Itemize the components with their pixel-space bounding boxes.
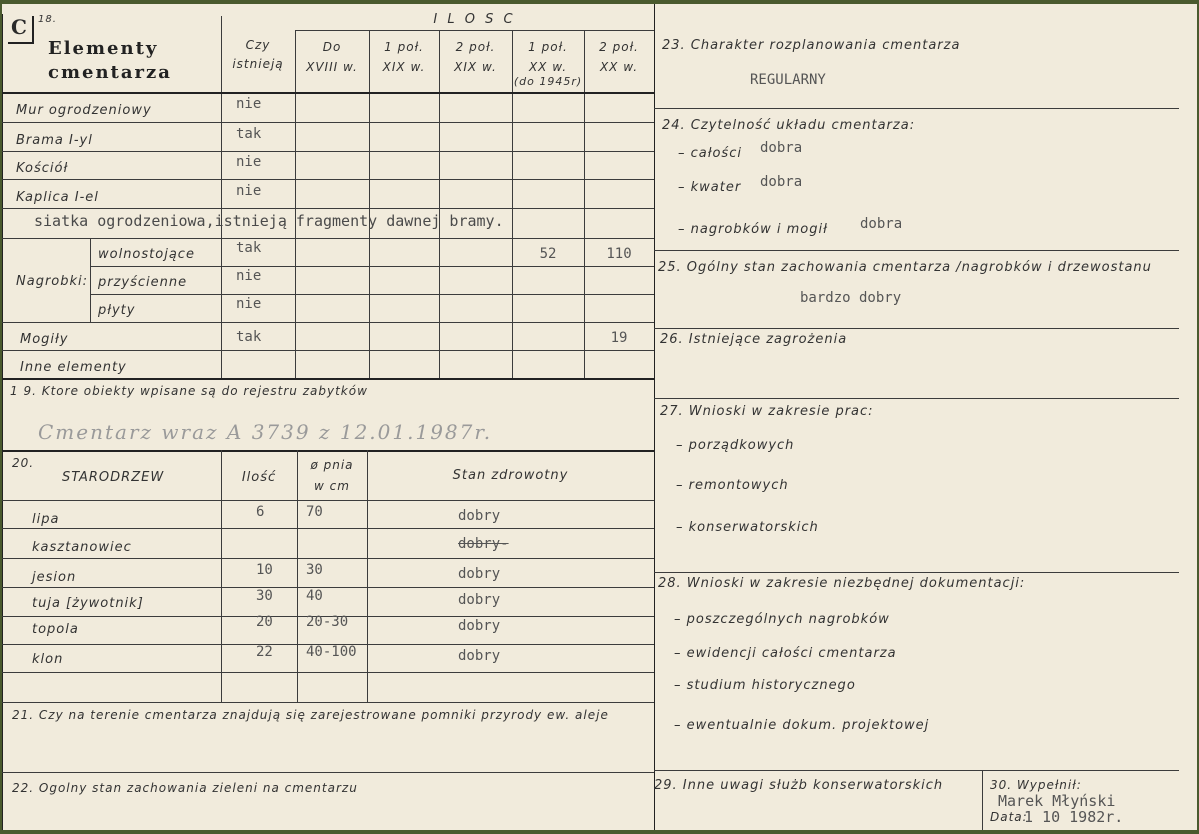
tree-count: 30 bbox=[256, 588, 273, 604]
grid-line bbox=[369, 30, 370, 378]
documentation-item: – studium historycznego bbox=[674, 678, 856, 693]
documentation-item: – poszczególnych nagrobków bbox=[674, 612, 890, 627]
register-handwritten: Cmentarz wraz A 3739 z 12.01.1987r. bbox=[38, 420, 493, 444]
element-label: Mur ogrodzeniowy bbox=[16, 103, 152, 118]
grid-line bbox=[2, 672, 654, 673]
period-header-line2: XX w. bbox=[528, 60, 568, 74]
mogily-label: Mogiły bbox=[20, 332, 69, 347]
nagrobki-type-label: wolnostojące bbox=[98, 247, 195, 262]
tree-diameter: 70 bbox=[306, 504, 323, 520]
corner-letter: C bbox=[11, 15, 27, 39]
grid-line bbox=[2, 450, 654, 452]
tree-diameter: 20-30 bbox=[306, 614, 349, 630]
mogily-exists: tak bbox=[236, 329, 262, 345]
element-exists: nie bbox=[236, 96, 262, 112]
period-header-line1: 2 poł. bbox=[599, 40, 639, 54]
preservation-label: 25. Ogólny stan zachowania cmentarza /nagrobków i drzewostanu bbox=[658, 260, 1152, 275]
tree-health: dobry- bbox=[458, 536, 509, 552]
work-conclusion-item: – konserwatorskich bbox=[676, 520, 819, 535]
tree-diameter: 40-100 bbox=[306, 644, 357, 660]
legibility-item-label: – nagrobków i mogił bbox=[678, 222, 828, 237]
grid-line bbox=[90, 294, 654, 295]
tree-count: 22 bbox=[256, 644, 273, 660]
tree-count: 10 bbox=[256, 562, 273, 578]
tree-name: tuja [żywotnik] bbox=[32, 596, 144, 611]
grid-line bbox=[654, 398, 1179, 399]
tree-health: dobry bbox=[458, 592, 501, 608]
preservation-value: bardzo dobry bbox=[800, 290, 902, 306]
nagrobki-exists: tak bbox=[236, 240, 262, 256]
diameter-header-1: ø pnia bbox=[310, 458, 354, 472]
tree-health: dobry bbox=[458, 566, 501, 582]
grid-line bbox=[2, 122, 654, 123]
inne-label: Inne elementy bbox=[20, 360, 127, 375]
grid-line bbox=[2, 151, 654, 152]
period-header-line2: XVIII w. bbox=[306, 60, 358, 74]
documentation-label: 28. Wnioski w zakresie niezbędnej dokumentacji: bbox=[658, 576, 1026, 591]
tree-diameter: 40 bbox=[306, 588, 323, 604]
grid-line bbox=[654, 250, 1179, 251]
work-conclusion-item: – porządkowych bbox=[676, 438, 795, 453]
period-header-line2: XIX w. bbox=[382, 60, 426, 74]
nagrobki-type-label: przyścienne bbox=[98, 275, 188, 290]
work-conclusions-label: 27. Wnioski w zakresie prac: bbox=[660, 404, 874, 419]
mogily-count: 19 bbox=[610, 330, 628, 346]
grid-line bbox=[367, 450, 368, 702]
period-header-line1: 1 poł. bbox=[528, 40, 568, 54]
tree-name: topola bbox=[32, 622, 79, 637]
element-label: Kaplica I-el bbox=[16, 190, 99, 205]
count-header: Ilość bbox=[241, 470, 277, 485]
date-value: 1 10 1982r. bbox=[1024, 808, 1124, 826]
filled-by-label: 30. Wypełnił: bbox=[990, 778, 1082, 792]
monuments-question: 21. Czy na terenie cmentarza znajdują się zarejestrowane pomniki przyrody ew. aleje bbox=[12, 708, 609, 722]
tree-diameter: 30 bbox=[306, 562, 323, 578]
grid-line bbox=[654, 572, 1179, 573]
grid-line bbox=[2, 772, 654, 773]
other-remarks-label: 29. Inne uwagi służb konserwatorskich bbox=[654, 778, 944, 793]
period-header-line2: XX w. bbox=[599, 60, 639, 74]
period-header-line1: Do bbox=[322, 40, 342, 54]
element-exists: nie bbox=[236, 154, 262, 170]
legibility-label: 24. Czytelność układu cmentarza: bbox=[662, 118, 916, 133]
grid-line bbox=[2, 528, 654, 529]
tree-name: kasztanowiec bbox=[32, 540, 132, 555]
tree-health: dobry bbox=[458, 648, 501, 664]
nagrobki-count-1945: 52 bbox=[539, 246, 557, 262]
grid-line bbox=[439, 30, 440, 378]
layout-character-label: 23. Charakter rozplanowania cmentarza bbox=[662, 38, 961, 53]
layout-character-value: REGULARNY bbox=[750, 72, 826, 88]
left-border bbox=[2, 14, 3, 830]
nagrobki-exists: nie bbox=[236, 296, 262, 312]
corner-box bbox=[8, 16, 34, 44]
starodrzew-number: 20. bbox=[12, 456, 35, 470]
center-divider bbox=[654, 4, 655, 830]
nagrobki-type-label: płyty bbox=[98, 303, 136, 318]
quantity-header: I L O S C bbox=[433, 12, 516, 27]
inventory-card bbox=[2, 4, 1197, 830]
grid-line bbox=[982, 770, 983, 830]
element-exists: tak bbox=[236, 126, 262, 142]
element-exists: nie bbox=[236, 183, 262, 199]
legibility-item-value: dobra bbox=[760, 140, 803, 156]
legibility-item-value: dobra bbox=[860, 216, 903, 232]
threats-label: 26. Istniejące zagrożenia bbox=[660, 332, 848, 347]
starodrzew-header: STARODRZEW bbox=[62, 470, 165, 485]
grid-line bbox=[2, 500, 654, 501]
period-header-line1: 1 poł. bbox=[384, 40, 424, 54]
legibility-item-value: dobra bbox=[760, 174, 803, 190]
section-title-line2: cmentarza bbox=[48, 62, 172, 83]
legibility-item-label: – kwater bbox=[678, 180, 742, 195]
grid-line bbox=[2, 238, 654, 239]
grid-line bbox=[2, 702, 654, 703]
tree-health: dobry bbox=[458, 618, 501, 634]
work-conclusion-item: – remontowych bbox=[676, 478, 789, 493]
period-header-line1: 2 poł. bbox=[455, 40, 496, 54]
grid-line bbox=[654, 328, 1179, 329]
grid-line bbox=[2, 378, 654, 380]
period-header-line3: (do 1945r) bbox=[513, 75, 583, 88]
tree-health: dobry bbox=[458, 508, 501, 524]
grid-line bbox=[295, 30, 654, 31]
tree-count: 6 bbox=[256, 504, 265, 520]
grid-line bbox=[654, 108, 1179, 109]
nagrobki-label: Nagrobki: bbox=[16, 274, 89, 289]
tree-name: lipa bbox=[32, 512, 60, 527]
element-label: Brama I-yl bbox=[16, 133, 93, 148]
tree-name: jesion bbox=[32, 570, 77, 585]
grid-line bbox=[90, 266, 654, 267]
documentation-item: – ewentualnie dokum. projektowej bbox=[674, 718, 930, 733]
grid-line bbox=[2, 558, 654, 559]
grid-line bbox=[221, 450, 222, 702]
tree-name: klon bbox=[32, 652, 64, 667]
legibility-item-label: – całości bbox=[678, 146, 742, 161]
grid-line bbox=[2, 350, 654, 351]
grid-line bbox=[584, 30, 585, 378]
grid-line bbox=[295, 30, 296, 378]
section-title-line1: Elementy bbox=[48, 38, 159, 59]
grid-line bbox=[654, 770, 1179, 771]
filled-by-name: Marek Młyński bbox=[998, 792, 1116, 810]
greenery-state-label: 22. Ogolny stan zachowania zieleni na cmentarzu bbox=[12, 781, 358, 795]
grid-line bbox=[90, 238, 91, 322]
exists-header-2: istnieją bbox=[232, 57, 284, 71]
nagrobki-exists: nie bbox=[236, 268, 262, 284]
exists-header-1: Czy bbox=[245, 38, 271, 52]
corner-number: 18. bbox=[38, 14, 57, 25]
grid-line bbox=[2, 322, 654, 323]
grid-line bbox=[2, 587, 654, 588]
grid-line bbox=[2, 208, 654, 209]
elements-note: siatka ogrodzeniowa,istnieją fragmenty dawnej bramy. bbox=[34, 212, 504, 230]
health-header: Stan zdrowotny bbox=[452, 468, 569, 483]
element-label: Kościół bbox=[16, 161, 69, 176]
period-header-line2: XIX w. bbox=[454, 60, 497, 74]
nagrobki-count-2xx: 110 bbox=[606, 246, 632, 262]
date-label: Data: bbox=[990, 810, 1028, 824]
documentation-item: – ewidencji całości cmentarza bbox=[674, 646, 897, 661]
grid-line bbox=[2, 179, 654, 180]
tree-count: 20 bbox=[256, 614, 273, 630]
diameter-header-2: w cm bbox=[314, 479, 350, 493]
register-label: 1 9. Ktore obiekty wpisane są do rejestru zabytków bbox=[10, 384, 368, 398]
grid-line bbox=[2, 92, 654, 94]
